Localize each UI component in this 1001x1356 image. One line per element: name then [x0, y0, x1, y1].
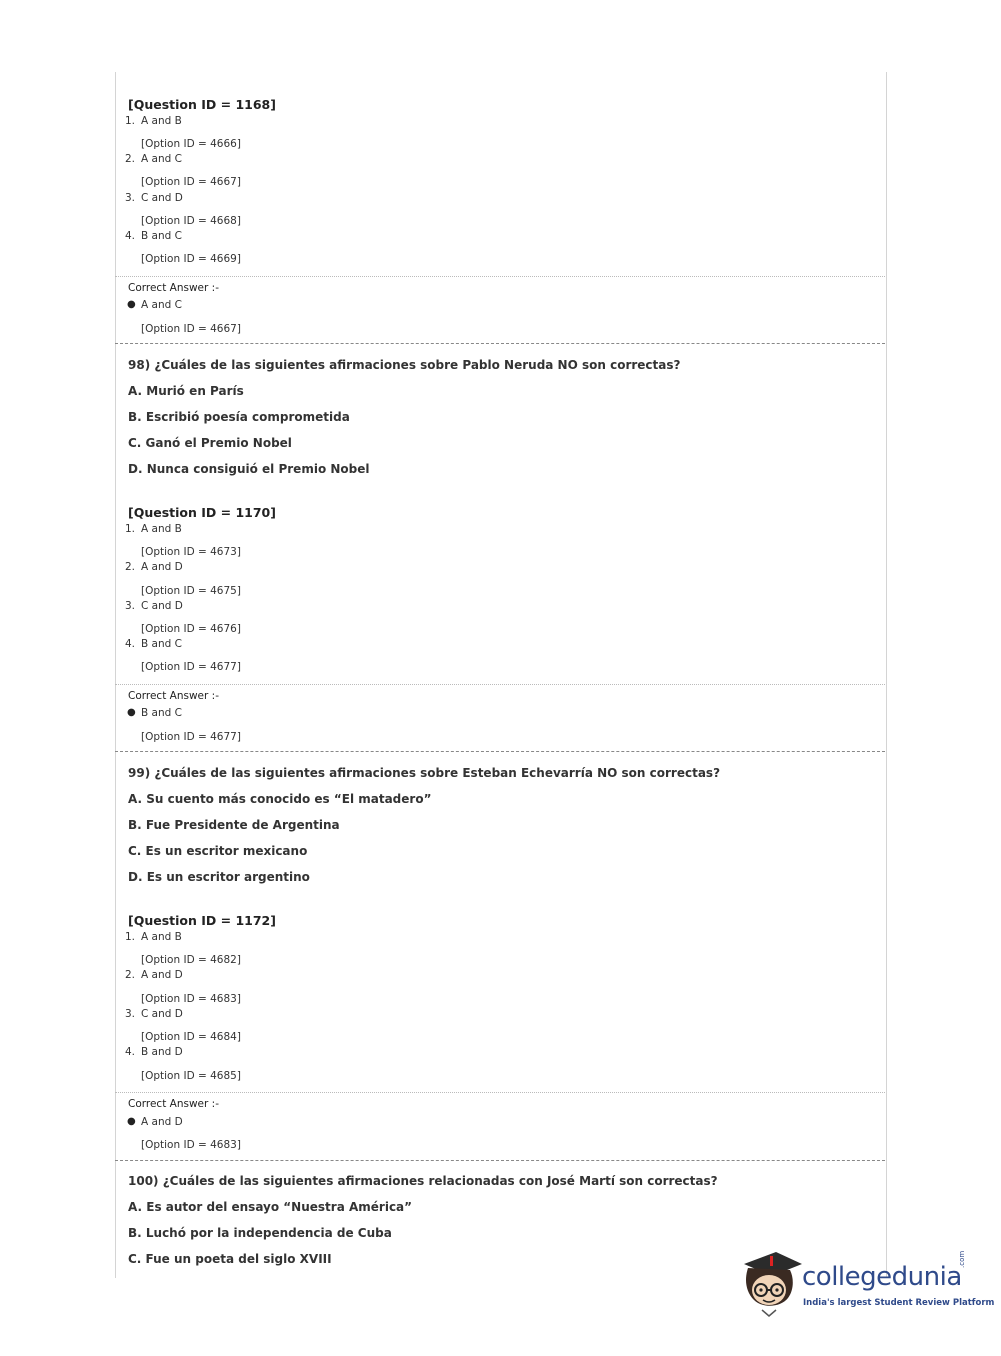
option-id: [Option ID = 4677] [141, 661, 241, 673]
statement: C. Es un escritor mexicano [128, 844, 308, 858]
option-text: C and D [141, 1008, 183, 1020]
option-number: 2. [125, 153, 136, 165]
divider [115, 684, 885, 685]
question-id: [Question ID = 1172] [128, 913, 276, 928]
bullet: ● [127, 299, 136, 310]
question-text: 100) ¿Cuáles de las siguientes afirmaciones relacionadas con José Martí son correctas? [128, 1174, 718, 1188]
correct-answer-label: Correct Answer :- [128, 1098, 219, 1110]
option-number: 2. [125, 969, 136, 981]
option-number: 2. [125, 561, 136, 573]
option-number: 4. [125, 230, 136, 242]
option-number: 1. [125, 931, 136, 943]
statement: C. Ganó el Premio Nobel [128, 436, 292, 450]
option-text: B and D [141, 1046, 183, 1058]
option-text: B and C [141, 638, 182, 650]
option-text: A and D [141, 969, 183, 981]
option-number: 3. [125, 192, 136, 204]
statement: B. Luchó por la independencia de Cuba [128, 1226, 392, 1240]
option-number: 3. [125, 600, 136, 612]
option-number: 4. [125, 638, 136, 650]
option-id: [Option ID = 4666] [141, 138, 241, 150]
option-text: B and C [141, 230, 182, 242]
option-text: C and D [141, 192, 183, 204]
option-id: [Option ID = 4673] [141, 546, 241, 558]
logo-wordmark: collegedunia [802, 1262, 962, 1292]
option-id: [Option ID = 4685] [141, 1070, 241, 1082]
option-id: [Option ID = 4675] [141, 585, 241, 597]
divider [115, 1092, 885, 1093]
statement: B. Escribió poesía comprometida [128, 410, 350, 424]
option-id: [Option ID = 4667] [141, 176, 241, 188]
question-separator [115, 751, 885, 752]
option-number: 1. [125, 115, 136, 127]
option-text: A and D [141, 561, 183, 573]
bullet: ● [127, 1116, 136, 1127]
correct-answer-text: A and C [141, 299, 182, 311]
option-id: [Option ID = 4683] [141, 993, 241, 1005]
option-text: A and C [141, 153, 182, 165]
question-separator [115, 1160, 885, 1161]
question-text: 99) ¿Cuáles de las siguientes afirmaciones sobre Esteban Echevarría NO son correctas? [128, 766, 721, 780]
option-id: [Option ID = 4682] [141, 954, 241, 966]
correct-answer-text: B and C [141, 707, 182, 719]
option-text: A and B [141, 115, 182, 127]
correct-option-id: [Option ID = 4677] [141, 731, 241, 743]
statement: B. Fue Presidente de Argentina [128, 818, 340, 832]
question-separator [115, 343, 885, 344]
option-number: 4. [125, 1046, 136, 1058]
correct-option-id: [Option ID = 4683] [141, 1139, 241, 1151]
option-id: [Option ID = 4684] [141, 1031, 241, 1043]
logo-tagline: India's largest Student Review Platform [803, 1298, 995, 1308]
option-text: A and B [141, 931, 182, 943]
option-id: [Option ID = 4676] [141, 623, 241, 635]
option-number: 3. [125, 1008, 136, 1020]
statement: D. Nunca consiguió el Premio Nobel [128, 462, 370, 476]
statement: C. Fue un poeta del siglo XVIII [128, 1252, 332, 1266]
option-id: [Option ID = 4668] [141, 215, 241, 227]
question-text: 98) ¿Cuáles de las siguientes afirmaciones sobre Pablo Neruda NO son correctas? [128, 358, 681, 372]
option-number: 1. [125, 523, 136, 535]
question-id: [Question ID = 1168] [128, 97, 276, 112]
bullet: ● [127, 707, 136, 718]
question-id: [Question ID = 1170] [128, 505, 276, 520]
logo-suffix: .com [958, 1250, 966, 1268]
correct-answer-text: A and D [141, 1116, 183, 1128]
statement: A. Su cuento más conocido es “El matadero” [128, 792, 432, 806]
divider [115, 276, 885, 277]
statement: A. Es autor del ensayo “Nuestra América” [128, 1200, 413, 1214]
statement: D. Es un escritor argentino [128, 870, 310, 884]
option-text: C and D [141, 600, 183, 612]
correct-answer-label: Correct Answer :- [128, 282, 219, 294]
correct-answer-label: Correct Answer :- [128, 690, 219, 702]
option-id: [Option ID = 4669] [141, 253, 241, 265]
correct-option-id: [Option ID = 4667] [141, 323, 241, 335]
statement: A. Murió en París [128, 384, 244, 398]
option-text: A and B [141, 523, 182, 535]
